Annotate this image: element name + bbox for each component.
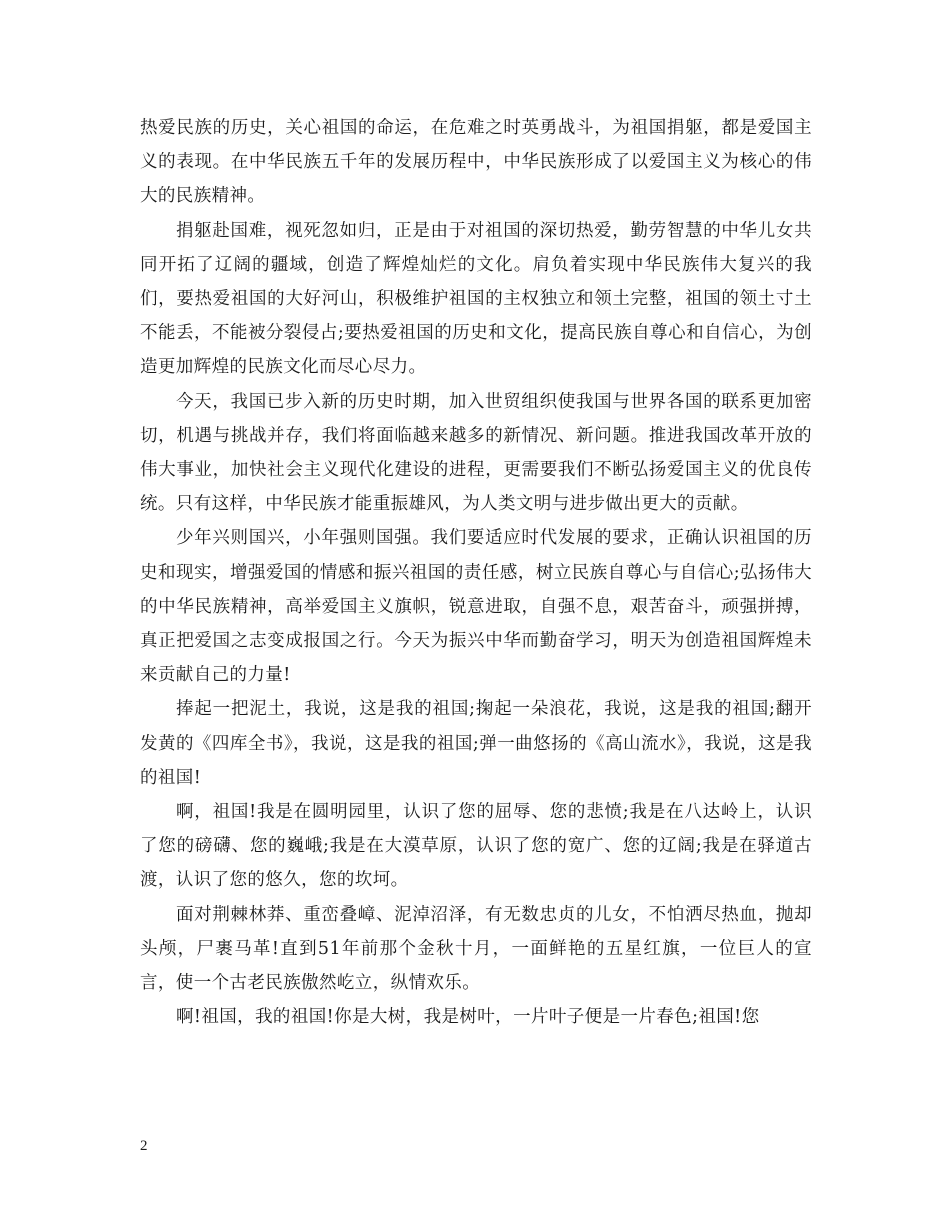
paragraph-4: 少年兴则国兴，小年强则国强。我们要适应时代发展的要求，正确认识祖国的历史和现实，增强爱国的情感和振兴祖国的责任感，树立民族自尊心与自信心;弘扬伟大的中华民族精神，高举爱国主义旗帜，锐意进取，自强不息，艰苦奋斗，顽强拼搏，真正把爱国之志变成报国之行。今天为振兴中华而勤奋学习，明天为创造祖国辉煌未来贡献自己的力量!	[140, 528, 812, 686]
paragraph-2: 捐躯赴国难，视死忽如归，正是由于对祖国的深切热爱，勤劳智慧的中华儿女共同开拓了辽阔的疆域，创造了辉煌灿烂的文化。肩负着实现中华民族伟大复兴的我们，要热爱祖国的大好河山，积极维护祖国的主权独立和领土完整，祖国的领土寸土不能丢，不能被分裂侵占;要热爱祖国的历史和文化，提高民族自尊心和自信心，为创造更加辉煌的民族文化而尽心尽力。	[140, 220, 812, 378]
paragraph-8: 啊!祖国，我的祖国!你是大树，我是树叶，一片叶子便是一片春色;祖国!您	[176, 1007, 760, 1028]
paragraph-5: 捧起一把泥土，我说，这是我的祖国;掬起一朵浪花，我说，这是我的祖国;翻开发黄的《四库全书》，我说，这是我的祖国;弹一曲悠扬的《高山流水》，我说，这是我的祖国!	[140, 699, 812, 788]
document-body	[140, 111, 812, 1034]
paragraph-6: 啊，祖国!我是在圆明园里，认识了您的屈辱、您的悲愤;我是在八达岭上，认识了您的磅礴、您的巍峨;我是在大漠草原，认识了您的宽广、您的辽阔;我是在驿道古渡，认识了您的悠久，您的坎坷。	[140, 802, 812, 891]
paragraph-1: 热爱民族的历史，关心祖国的命运，在危难之时英勇战斗，为祖国捐躯，都是爱国主义的表现。在中华民族五千年的发展历程中，中华民族形成了以爱国主义为核心的伟大的民族精神。	[140, 118, 812, 207]
page-number: 2	[140, 1138, 148, 1154]
paragraph-3: 今天，我国已步入新的历史时期，加入世贸组织使我国与世界各国的联系更加密切，机遇与挑战并存，我们将面临越来越多的新情况、新问题。推进我国改革开放的伟大事业，加快社会主义现代化建设的进程，更需要我们不断弘扬爱国主义的优良传统。只有这样，中华民族才能重振雄风，为人类文明与进步做出更大的贡献。	[140, 391, 812, 515]
paragraph-7: 面对荆棘林莽、重峦叠嶂、泥淖沼泽，有无数忠贞的儿女，不怕洒尽热血，抛却头颅，尸裹马革!直到51年前那个金秋十月，一面鲜艳的五星红旗，一位巨人的宣言，使一个古老民族傲然屹立，纵情欢乐。	[140, 904, 812, 994]
